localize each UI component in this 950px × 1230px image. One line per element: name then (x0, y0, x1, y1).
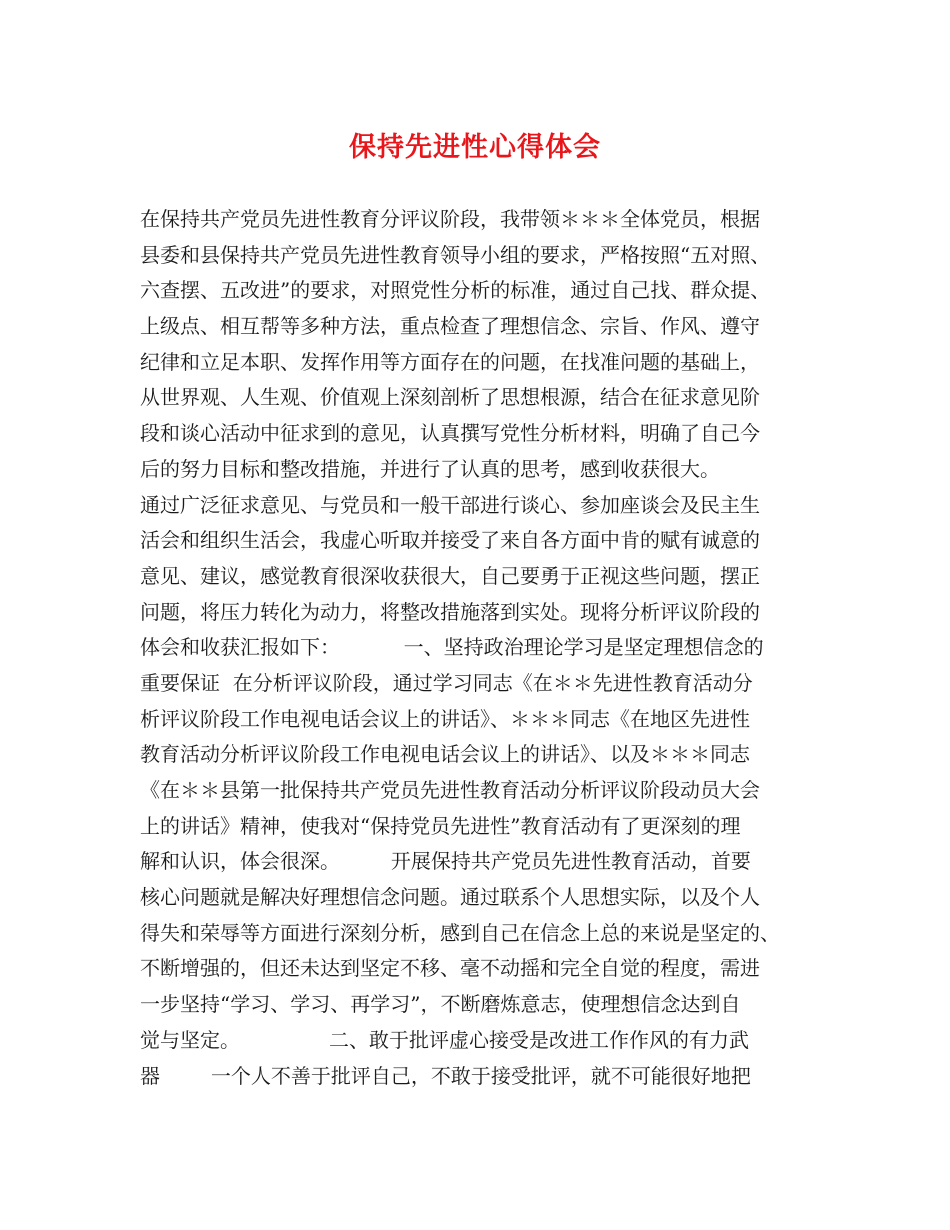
body-line: 段和谈心活动中征求到的意见，认真撰写党性分析材料，明确了自己今 (140, 421, 760, 446)
body-line: 问题，将压力转化为动力，将整改措施落到实处。现将分析评议阶段的 (140, 599, 760, 624)
body-line: 觉与坚定。 二、敢于批评虚心接受是改进工作作风的有力武 (140, 1027, 750, 1052)
body-line: 通过广泛征求意见、与党员和一般干部进行谈心、参加座谈会及民主生 (140, 492, 760, 517)
body-line: 重要保证 在分析评议阶段，通过学习同志《在＊＊先进性教育活动分 (140, 670, 753, 695)
body-line: 六查摆、五改进”的要求，对照党性分析的标准，通过自己找、群众提、 (140, 278, 771, 303)
body-line: 在保持共产党员先进性教育分评议阶段，我带领＊＊＊全体党员，根据 (140, 207, 760, 231)
body-line: 《在＊＊县第一批保持共产党员先进性教育活动分析评议阶段动员大会 (140, 778, 760, 802)
body-line: 县委和县保持共产党员先进性教育领导小组的要求，严格按照“五对照、 (140, 242, 771, 267)
body-line: 体会和收获汇报如下： 一、坚持政治理论学习是坚定理想信念的 (140, 635, 764, 660)
body-line: 析评议阶段工作电视电话会议上的讲话》、＊＊＊同志《在地区先进性 (140, 706, 750, 731)
body-line: 后的努力目标和整改措施，并进行了认真的思考，感到收获很大。 (140, 456, 720, 481)
body-line: 核心问题就是解决好理想信念问题。通过联系个人思想实际，以及个人 (140, 885, 760, 910)
body-line: 纪律和立足本职、发挥作用等方面存在的问题，在找准问题的基础上， (140, 349, 760, 374)
body-line: 教育活动分析评议阶段工作电视电话会议上的讲话》、以及＊＊＊同志 (140, 742, 750, 767)
body-line: 器 一个人不善于批评自己，不敢于接受批评，就不可能很好地把 (140, 1063, 751, 1088)
body-line: 上级点、相互帮等多种方法，重点检查了理想信念、宗旨、作风、遵守 (140, 314, 760, 339)
body-line: 解和认识，体会很深。 开展保持共产党员先进性教育活动，首要 (140, 849, 751, 874)
body-line: 意见、建议，感觉教育很深收获很大，自己要勇于正视这些问题，摆正 (140, 563, 760, 588)
body-line: 从世界观、人生观、价值观上深刻剖析了思想根源，结合在征求意见阶 (140, 385, 760, 410)
body-line: 不断增强的，但还未达到坚定不移、毫不动摇和完全自觉的程度，需进 (140, 956, 760, 981)
document-title: 保持先进性心得体会 (349, 132, 601, 163)
body-line: 得失和荣辱等方面进行深刻分析，感到自己在信念上总的来说是坚定的、 (140, 920, 780, 945)
document-body (140, 202, 830, 1094)
body-line: 活会和组织生活会，我虚心听取并接受了来自各方面中肯的赋有诚意的 (140, 528, 760, 553)
body-line: 一步坚持“学习、学习、再学习”，不断磨炼意志，使理想信念达到自 (140, 992, 741, 1017)
body-line: 上的讲话》精神，使我对“保持党员先进性”教育活动有了更深刻的理 (140, 813, 741, 838)
